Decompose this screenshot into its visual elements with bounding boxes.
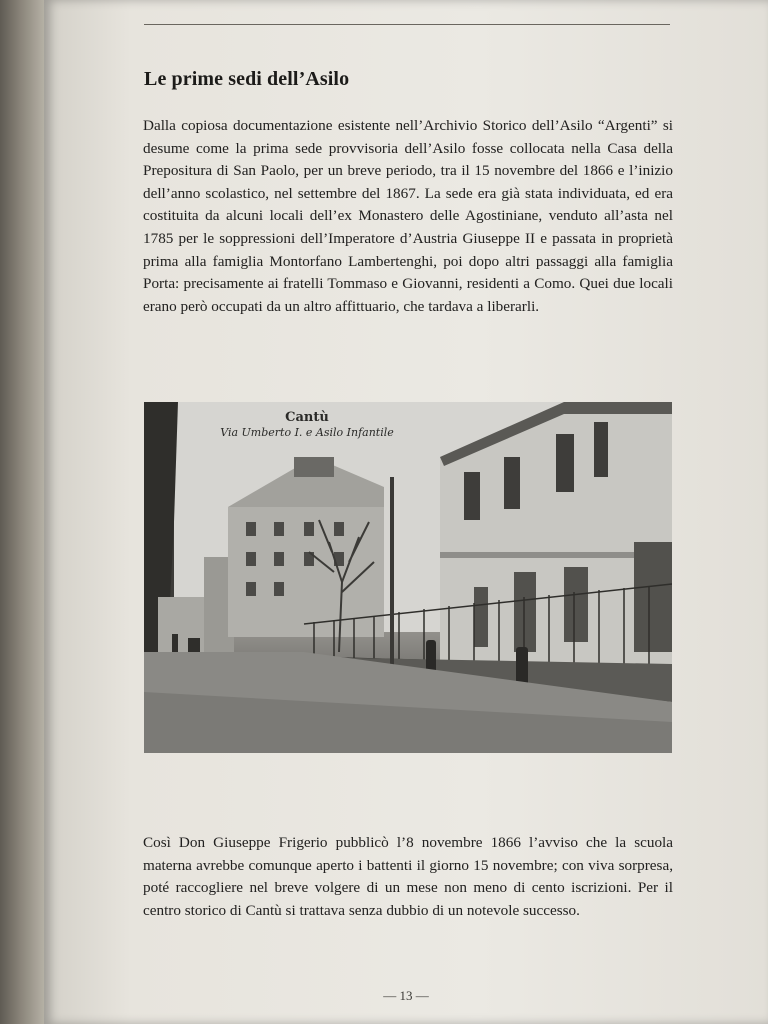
historic-postcard-photo xyxy=(144,402,672,753)
page-number: — 13 — xyxy=(383,988,429,1003)
paragraph-second: Così Don Giuseppe Frigerio pubblicò l’8 novembre 1866 l’avviso che la scuola materna avrebbe comunque aperto i battenti il giorno 15 novembre; con viva sorpresa, poté raccogliere nel breve volgere di un mese non meno di cento iscrizioni. Per il centro storico di Cantù si trattava senza dubbio di un notevole successo. xyxy=(143,834,673,919)
caption-street: Via Umberto I. e Asilo Infantile xyxy=(220,426,394,439)
street-scene-illustration xyxy=(144,402,672,753)
section-heading: Le prime sedi dell’Asilo xyxy=(144,68,350,90)
book-page xyxy=(44,0,768,1024)
header-rule xyxy=(144,24,670,25)
paragraph-first: Dalla copiosa documentazione esistente nell’Archivio Storico dell’Asilo “Argenti” si desume come la prima sede provvisoria dell’Asilo fosse collocata nella Casa della Prepositura di San Paolo, per un breve periodo, tra il 15 novembre del 1866 e l’inizio dell’anno scolastico, nel settembre del 1867. La sede era già stata individuata, ed era costituita da alcuni locali dell’ex Monastero delle Agostiniane, venduto all’asta nel 1785 per le soppressioni dell’Imperatore d’Austria Giuseppe II e passata in proprietà prima alla famiglia Montorfano Lambertenghi, poi dopo altri passaggi alla famiglia Porta: precisamente ai fratelli Tommaso e Giovanni, residenti a Como. Quei due locali erano però occupati da un altro affittuario, che tardava a liberarli. xyxy=(143,117,673,315)
postcard-caption xyxy=(202,410,412,439)
caption-town: Cantù xyxy=(285,410,329,425)
book-binding xyxy=(0,0,46,1024)
